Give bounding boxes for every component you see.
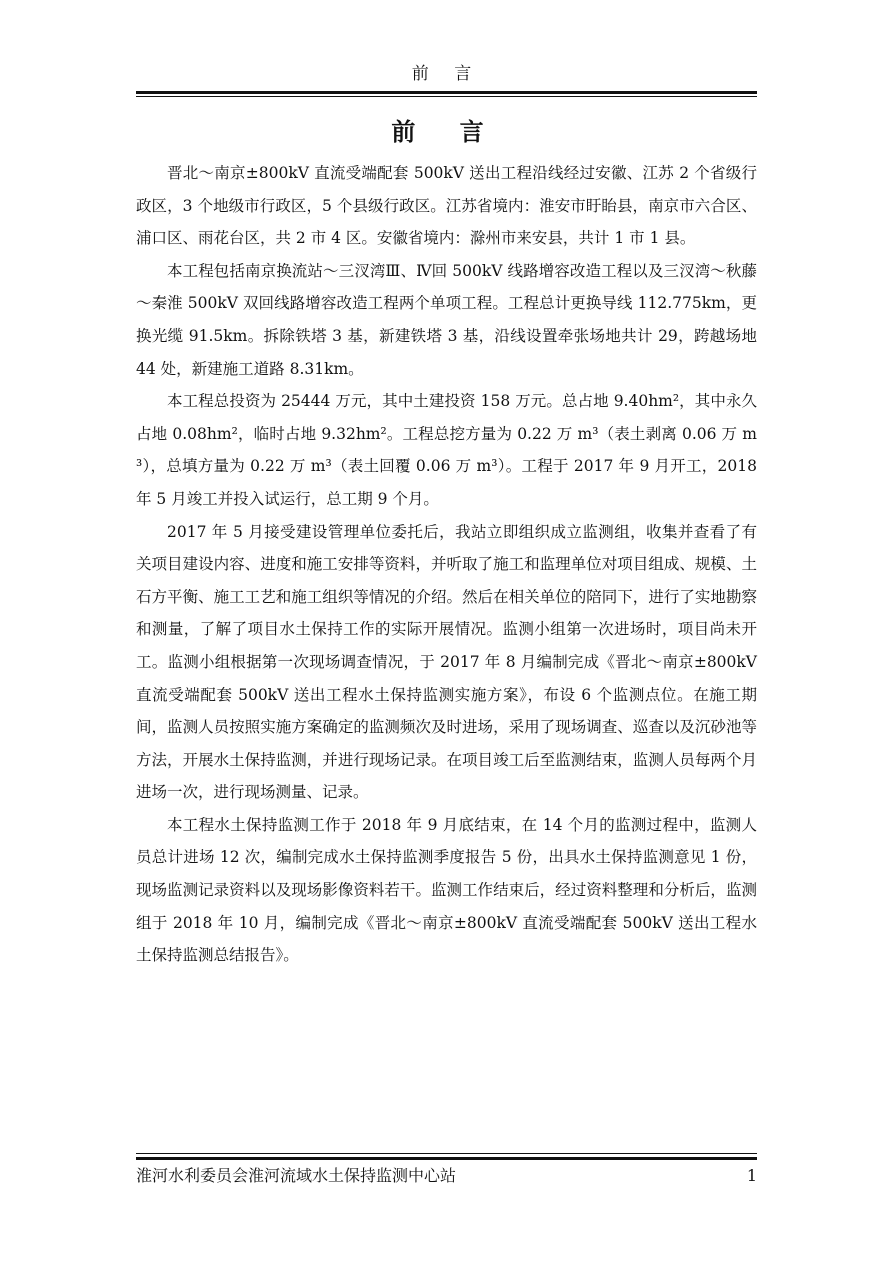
paragraph-2: 本工程包括南京换流站～三汊湾Ⅲ、Ⅳ回 500kV 线路增容改造工程以及三汊湾～秋藤～秦淮 500kV 双回线路增容改造工程两个单项工程。工程总计更换导线 112.775km，更换光缆 91.5km。拆除铁塔 3 基，新建铁塔 3 基，沿线设置牵张场地共计 29，跨越场地 44 处，新建施工道路 8.31km。 [136,261,757,378]
footer-rule-thick [136,1157,757,1160]
paragraph-1: 晋北～南京±800kV 直流受端配套 500kV 送出工程沿线经过安徽、江苏 2 个省级行政区，3 个地级市行政区，5 个县级行政区。江苏省境内：淮安市盱眙县，南京市六合区、浦口区、雨花台区，共 2 市 4 区。安徽省境内：滁州市来安县，共计 1 市 1 县。 [136,164,757,248]
body-text [136,157,757,972]
section-title: 前 言 [391,117,502,146]
footer-organization: 淮河水利委员会淮河流域水土保持监测中心站 [136,1166,457,1185]
header-rule-thin [136,96,757,97]
footer-rule-thin [136,1153,757,1154]
paragraph-3: 本工程总投资为 25444 万元，其中土建投资 158 万元。总占地 9.40hm²，其中永久占地 0.08hm²，临时占地 9.32hm²。工程总挖方量为 0.22 万 m³（表土剥离 0.06 万 m³），总填方量为 0.22 万 m³（表土回覆 0.06 万 m³）。工程于 2017 年 9 月开工，2018 年 5 月竣工并投入试运行，总工期 9 个月。 [136,392,757,508]
paragraph-5: 本工程水土保持监测工作于 2018 年 9 月底结束，在 14 个月的监测过程中，监测人员总计进场 12 次，编制完成水土保持监测季度报告 5 份，出具水土保持监测意见 1 份，现场监测记录资料以及现场影像资料若干。监测工作结束后，经过资料整理和分析后，监测组于 2018 年 10 月，编制完成《晋北～南京±800kV 直流受端配套 500kV 送出工程水土保持监测总结报告》。 [136,815,757,965]
running-header: 前 言 [411,64,482,84]
paragraph-4: 2017 年 5 月接受建设管理单位委托后，我站立即组织成立监测组，收集并查看了有关项目建设内容、进度和施工安排等资料，并听取了施工和监理单位对项目组成、规模、土石方平衡、施工工艺和施工组织等情况的介绍。然后在相关单位的陪同下，进行了实地勘察和测量，了解了项目水土保持工作的实际开展情况。监测小组第一次进场时，项目尚未开工。监测小组根据第一次现场调查情况，于 2017 年 8 月编制完成《晋北～南京±800kV 直流受端配套 500kV 送出工程水土保持监测实施方案》，布设 6 个监测点位。在施工期间，监测人员按照实施方案确定的监测频次及时进场，采用了现场调查、巡查以及沉砂池等方法，开展水土保持监测，并进行现场记录。在项目竣工后至监测结束，监测人员每两个月进场一次，进行现场测量、记录。 [136,522,757,802]
header-rule-thick [136,91,757,94]
page-number: 1 [746,1166,757,1185]
